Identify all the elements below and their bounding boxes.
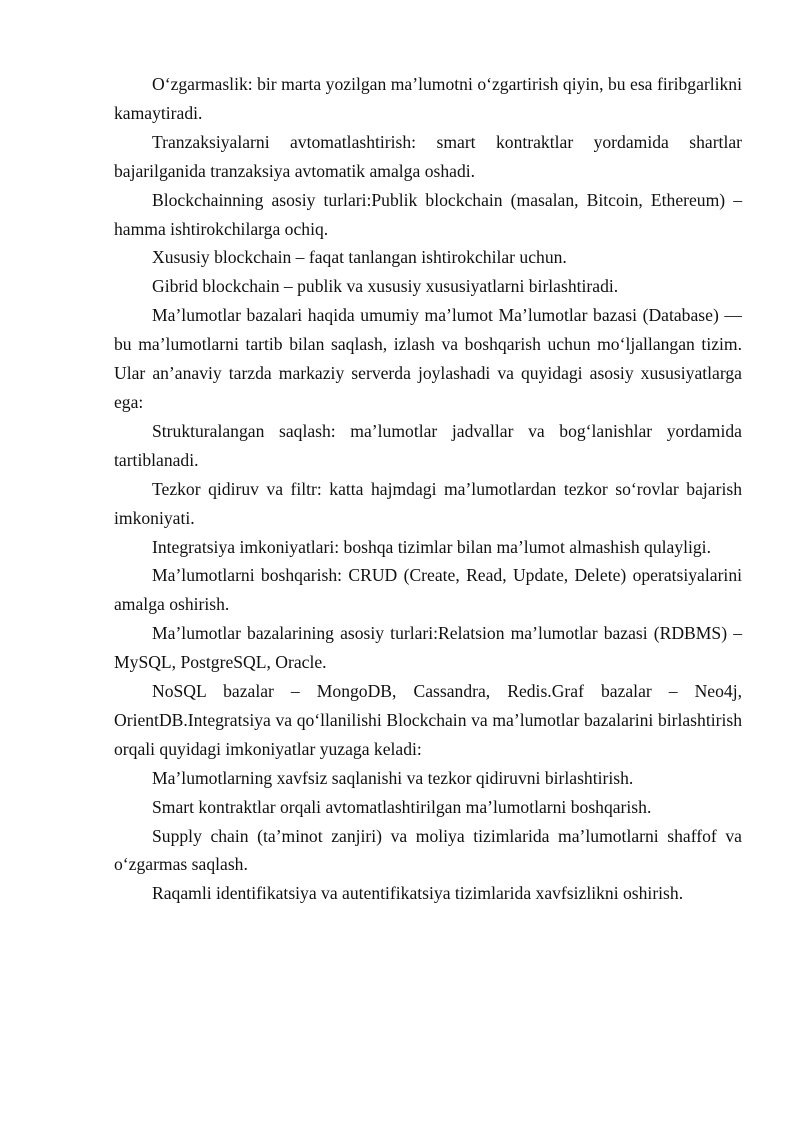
paragraph-nosql-graph-integration: NoSQL bazalar – MongoDB, Cassandra, Redis.Graf bazalar – Neo4j, OrientDB.Integratsiya va qo‘llanilishi Blockchain va ma’lumotlar bazalarini birlashtirish orqali quyidagi imkoniyatlar yuzaga keladi: — [114, 681, 742, 759]
paragraph-data-management-crud: Ma’lumotlarni boshqarish: CRUD (Create, Read, Update, Delete) operatsiyalarini amalga oshirish. — [114, 565, 742, 615]
paragraph-transaction-automation: Tranzaksiyalarni avtomatlashtirish: smart kontraktlar yordamida shartlar bajarilganida tranzaksiya avtomatik amalga oshadi. — [114, 131, 742, 181]
paragraph-database-types-rdbms: Ma’lumotlar bazalarining asosiy turlari:Relatsion ma’lumotlar bazasi (RDBMS) – MySQL, PostgreSQL, Oracle. — [114, 623, 742, 673]
paragraph-immutability: O‘zgarmaslik: bir marta yozilgan ma’lumotni o‘zgartirish qiyin, bu esa firibgarlikni kamaytiradi. — [114, 74, 742, 123]
paragraph-hybrid-blockchain: Gibrid blockchain – publik va xususiy xususiyatlarni birlashtiradi. — [152, 276, 619, 297]
paragraph-supply-chain: Supply chain (ta’minot zanjiri) va moliya tizimlarida ma’lumotlarni shaffof va o‘zgarmas saqlash. — [114, 825, 742, 875]
paragraph-integration-capabilities: Integratsiya imkoniyatlari: boshqa tizimlar bilan ma’lumot almashish qulayligi. — [152, 536, 711, 557]
paragraph-smart-contracts: Smart kontraktlar orqali avtomatlashtirilgan ma’lumotlarni boshqarish. — [152, 796, 652, 817]
paragraph-blockchain-types-public: Blockchainning asosiy turlari:Publik blockchain (masalan, Bitcoin, Ethereum) – hamma ishtirokchilarga ochiq. — [114, 189, 742, 239]
paragraph-secure-storage: Ma’lumotlarning xavfsiz saqlanishi va tezkor qidiruvni birlashtirish. — [152, 767, 634, 788]
paragraph-database-overview: Ma’lumotlar bazalari haqida umumiy ma’lumot Ma’lumotlar bazasi (Database) — bu ma’lumotlarni tartib bilan saqlash, izlash va boshqarish uchun mo‘ljallangan tizim. Ular an’anaviy tarzda markaziy serverda joylashadi va quyidagi asosiy xususiyatlarga ega: — [114, 305, 742, 412]
paragraph-structured-storage: Strukturalangan saqlash: ma’lumotlar jadvallar va bog‘lanishlar yordamida tartiblanadi. — [114, 420, 742, 470]
paragraph-digital-identity: Raqamli identifikatsiya va autentifikatsiya tizimlarida xavfsizlikni oshirish. — [152, 883, 684, 904]
paragraph-private-blockchain: Xususiy blockchain – faqat tanlangan ishtirokchilar uchun. — [152, 247, 567, 268]
document-page — [114, 70, 742, 908]
paragraph-fast-search: Tezkor qidiruv va filtr: katta hajmdagi ma’lumotlardan tezkor so‘rovlar bajarish imkoniyati. — [114, 478, 742, 528]
